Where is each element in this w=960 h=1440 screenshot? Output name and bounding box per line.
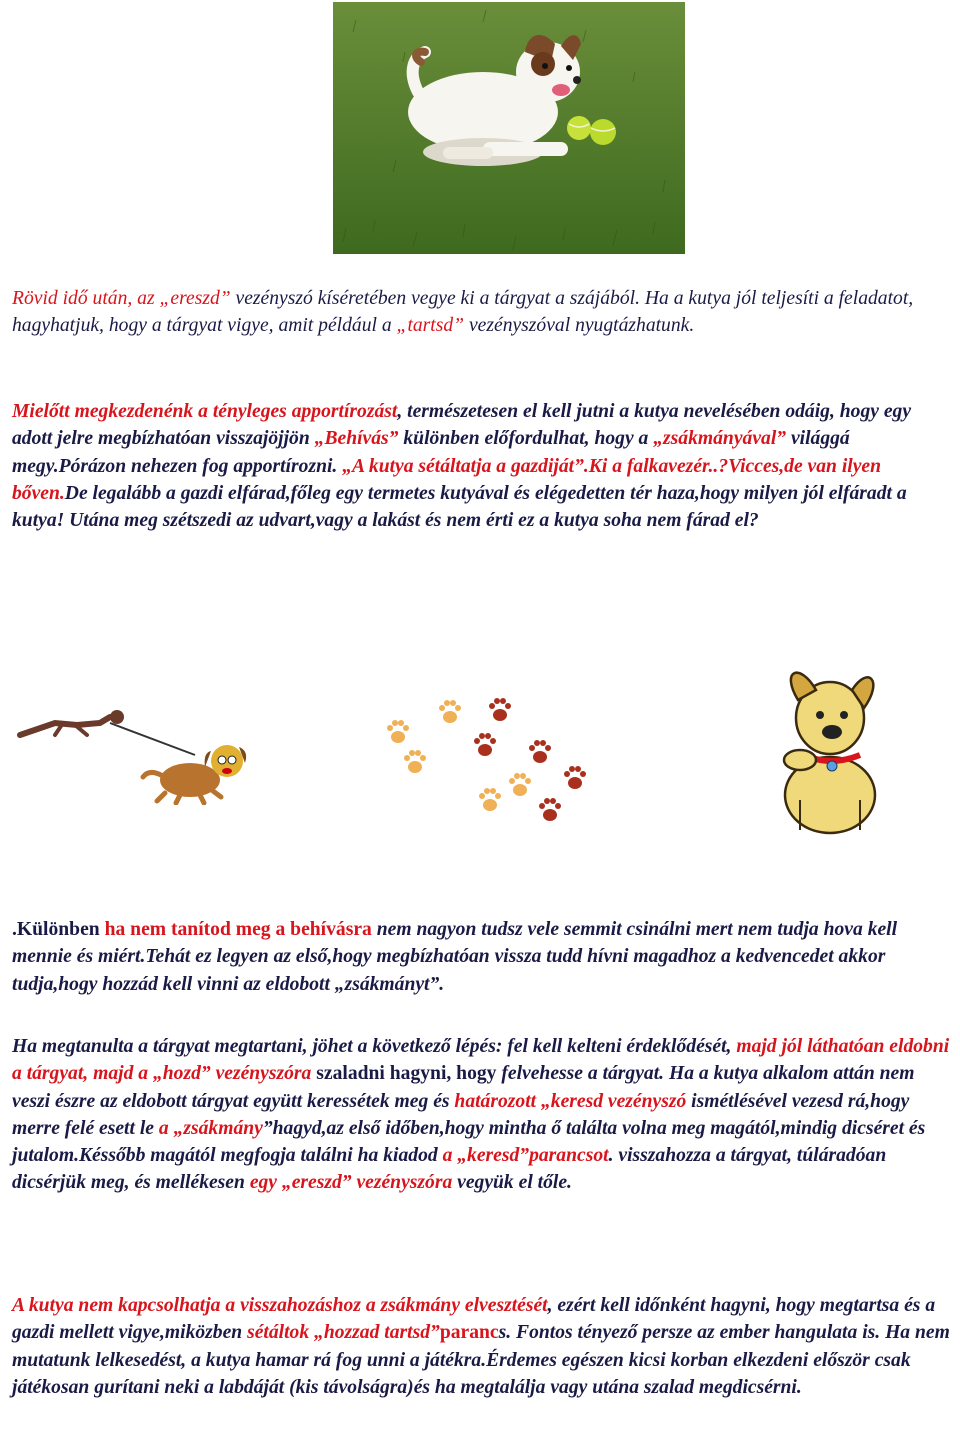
p1-text-run: vezényszóval nyugtázhatunk. [464, 315, 695, 337]
p2-text-run: Mielőtt megkezdenénk a tényleges apportírozást [12, 401, 398, 422]
p3-text-run: ha nem tanítod meg a behívásra [104, 919, 372, 940]
p4-text-run: a „keresd”parancsot [442, 1145, 609, 1167]
p3-text-run: nem nagyon tudsz vele semmit csinálni mert nem tudja hova kell mennie és miért.Tehát ez legyen az első,hogy megbízhatóan vissza tudd hívni magadhoz a kedvencedet akkor tudja,hogy hozzád kell vinni az eldobott „zsákmányt”. [12, 919, 898, 995]
p2-text-run: különben előfordulhat, hogy a [398, 428, 654, 450]
p5-text-run: sétáltok „hozzad tartsd” [247, 1322, 440, 1344]
p4-text-run: ismétlésével vezesd rá,hogy merre felé esett le [12, 1090, 910, 1139]
p2-text-run: De legalább a gazdi elfárad,főleg egy termetes kutyával és elégedetten tér haza,hogy milyen jól elfáradt a kutya! Utána meg szétszedi az udvart,vagy a lakást és nem érti ez a kutya soha nem fárad el? [12, 482, 907, 532]
p1-text-run: Ha a kutya jól teljesíti a feladatot, hagyhatjuk, hogy a tárgyat vigye, amit például a [12, 288, 914, 337]
walking-dog-clipart [15, 705, 265, 805]
p5-text-run: , ezért kell időnként hagyni, hogy megtartsa és a gazdi mellett vigye,miközben [12, 1295, 936, 1344]
dog-photo [333, 2, 685, 254]
p5-text-run: paranc [439, 1322, 499, 1344]
paragraph-2 [12, 398, 950, 534]
paw-print [489, 698, 511, 721]
paw-print [474, 733, 496, 756]
paw-print [404, 750, 426, 773]
paw-prints-clipart [370, 690, 620, 840]
p2-text-run: világgá megy.Pórázon nehezen fog apportírozni. [12, 428, 850, 477]
paw-print [387, 720, 409, 743]
p2-text-run: „zsákmányával” [653, 428, 787, 450]
paw-print [529, 740, 551, 763]
paw-print [479, 788, 501, 811]
p1-text-run: „ereszd” [159, 288, 231, 309]
p4-text-run: a „zsákmány [158, 1117, 263, 1139]
p5-text-run: A kutya nem kapcsolhatja a visszahozáshoz a zsákmány elvesztését [12, 1295, 548, 1316]
p3-text-run: .Különben [12, 919, 105, 940]
p4-text-run: Ha megtanulta a tárgyat megtartani, jöhet a következő lépés: fel kell kelteni érdeklődését, [12, 1036, 737, 1057]
p5-text-run: s. Fontos tényező persze az ember hangulata is. Ha nem mutatunk lelkesedést, a kutya hamar rá fog unni a játékra.Érdemes egészen kicsi korban elkezdeni először csak játékosan gurítani neki a labdáját (kis távolságra)és ha megtalálja vagy utána szalad megdicsérni. [12, 1322, 950, 1398]
p4-text-run: ”hagyd,az első időben,hogy mintha ő találta volna meg magától,mindig dicséret és jutalom.Késsőbb magától megfogja találni ha kiadod [12, 1117, 926, 1167]
p4-text-run: határozott „keresd vezényszó [454, 1090, 687, 1112]
p4-text-run: felvehesse a tárgyat. Ha a kutya alkalom attán nem veszi észre az eldobott tárgyat együtt keressétek meg és [12, 1063, 915, 1112]
paragraph-4 [12, 1033, 950, 1197]
p2-text-run: , természetesen el kell jutni a kutya nevelésében odáig, hogy egy adott jelre megbízhatóan visszajöjjön [12, 401, 912, 450]
paw-print [564, 766, 586, 789]
thinking-dog-clipart [760, 660, 900, 835]
paragraph-3 [12, 916, 950, 998]
paragraph-1 [12, 285, 950, 340]
p4-text-run: vegyük el tőle. [452, 1172, 572, 1194]
p4-text-run: majd jól láthatóan eldobni a tárgyat, majd a „hozd” vezényszóra [12, 1036, 950, 1085]
p2-text-run: „Behívás” [314, 428, 399, 450]
paw-print [509, 773, 531, 796]
p2-text-run: „A kutya sétáltatja a gazdiját”.Ki a falkavezér..?Vicces,de van ilyen bőven. [12, 455, 882, 504]
p4-text-run: egy „ereszd” vezényszóra [249, 1172, 453, 1194]
p4-text-run: . visszahozza a tárgyat, túláradóan dicsérjük meg, és mellékesen [12, 1145, 887, 1194]
p1-text-run: vezényszó kíséretében vegye ki a tárgyat a szájából. [230, 288, 645, 309]
paw-print [539, 798, 561, 821]
paragraph-5 [12, 1292, 950, 1401]
p1-text-run: Rövid idő után, az [12, 288, 160, 309]
p4-text-run: szaladni hagyni, hogy [311, 1063, 502, 1085]
p1-text-run: „tartsd” [396, 315, 465, 337]
paw-print [439, 700, 461, 723]
